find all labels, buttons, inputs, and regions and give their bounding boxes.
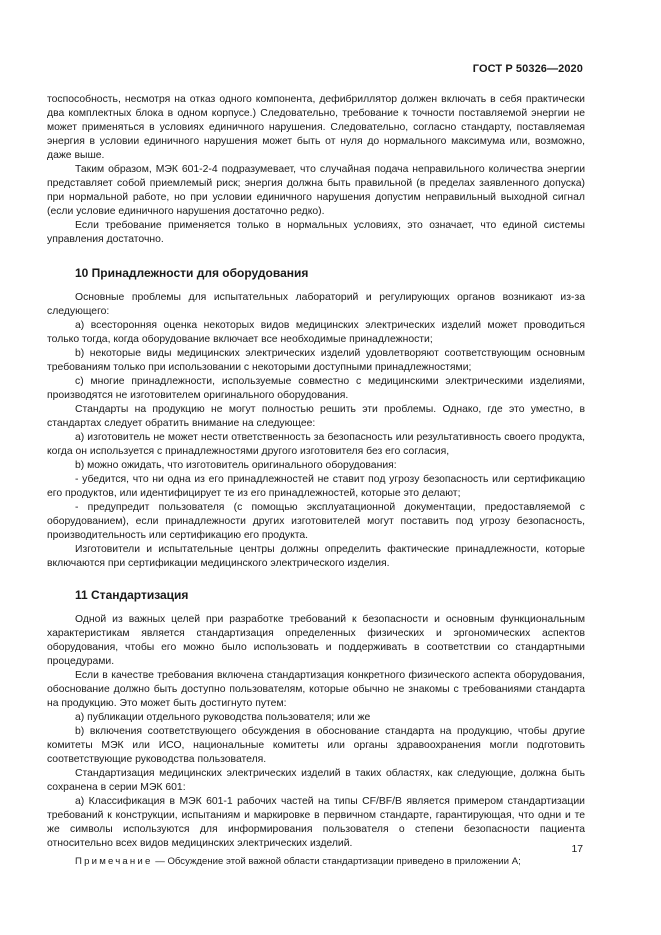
note-label: Примечание [75,856,153,867]
list-item: b) можно ожидать, что изготовитель оригинального оборудования: [75,460,397,471]
list-item: b) включения соответствующего обсуждения в обоснование стандарта на продукцию, чтобы другие комитеты МЭК или ИСО, национальные комитеты или органы здравоохранения могли подготовить соответствующие руководства пользователя. [47,726,585,765]
list-item: c) многие принадлежности, используемые совместно с медицинскими электрическими изделиями, производятся не изготовителем оригинального оборудования. [47,376,585,401]
paragraph: Стандартизация медицинских электрических изделий в таких областях, как следующие, должна быть сохранена в серии МЭК 601: [47,768,585,793]
paragraph: тоспособность, несмотря на отказ одного компонента, дефибриллятор должен включать в себя практически два комплектных блока в одном корпусе.) Следовательно, требование к точности поставляемой энергии не может применяться в условиях единичного нарушения. Следовательно, согласно стандарту, поставляемая энергия в условии единичного нарушения может быть от нуля до нормального максимума или, возможно, даже выше. [47,94,585,161]
paragraph: Таким образом, МЭК 601-2-4 подразумевает, что случайная подача неправильного количества энергии представляет собой приемлемый риск; энергия должна быть правильной (в пределах заявленного допуска) при нормальной работе, но при условии единичного нарушения допустим неправильный выходной сигнал (если условие единичного нарушения достаточно редко). [47,164,585,217]
section-11-title: 11 Стандартизация [75,588,189,602]
list-item: a) изготовитель не может нести ответственность за безопасность или результативность своего продукта, когда он используется с принадлежностями другого изготовителя без его согласия, [47,432,585,457]
paragraph: Основные проблемы для испытательных лабораторий и регулирующих органов возникают из-за следующего: [47,292,585,317]
paragraph: Если в качестве требования включена стандартизация конкретного физического аспекта оборудования, обоснование должно быть доступно пользователям, которые обычно не знакомы с требованиями стандарта на продукцию. Это может быть достигнуто путем: [47,670,585,709]
list-item: - предупредит пользователя (с помощью эксплуатационной документации, предоставляемой с оборудованием), если принадлежности других изготовителей могут поставить под угрозу безопасность, производительность или сертификацию его продукта. [47,502,585,541]
paragraph: Если требование применяется только в нормальных условиях, это означает, что единой системы управления достаточно. [47,220,585,245]
note-text: — Обсуждение этой важной области стандартизации приведено в приложении А; [152,856,521,867]
section-10-title: 10 Принадлежности для оборудования [75,266,309,280]
list-item: a) всесторонняя оценка некоторых видов медицинских электрических изделий может проводиться только тогда, когда оборудование включает все необходимые принадлежности; [47,320,585,345]
paragraph: Стандарты на продукцию не могут полностью решить эти проблемы. Однако, где это уместно, в стандартах следует обратить внимание на следующее: [47,404,585,429]
note [47,855,585,869]
list-item: a) Классификация в МЭК 601-1 рабочих частей на типы CF/BF/B является примером стандартизации требований к конструкции, испытаниям и маркировке в первичном стандарте, гарантирующая, что одни и те же символы используются для информирования пользователя о степени безопасности пациента относительно всех видов медицинских электрических изделий. [47,796,585,849]
list-item: - убедится, что ни одна из его принадлежностей не ставит под угрозу безопасность или сертификацию его продуктов, или идентифицирует те из его принадлежностей, которые это делают; [47,474,585,499]
standard-header: ГОСТ Р 50326—2020 [472,63,583,75]
list-item: b) некоторые виды медицинских электрических изделий удовлетворяют соответствующим основным требованиям только при использовании с некоторыми доступными принадлежностями; [47,348,585,373]
paragraph: Изготовители и испытательные центры должны определить фактические принадлежности, которые включаются при сертификации медицинского электрического изделия. [47,544,585,569]
page-content [47,93,585,869]
page-number: 17 [571,844,583,855]
paragraph: Одной из важных целей при разработке требований к безопасности и основным функциональным характеристикам является стандартизация определенных физических и эргономических аспектов оборудования, чтобы его можно было использовать и поддерживать в соответствии со стандартными процедурами. [47,614,585,667]
list-item: a) публикации отдельного руководства пользователя; или же [75,712,371,723]
